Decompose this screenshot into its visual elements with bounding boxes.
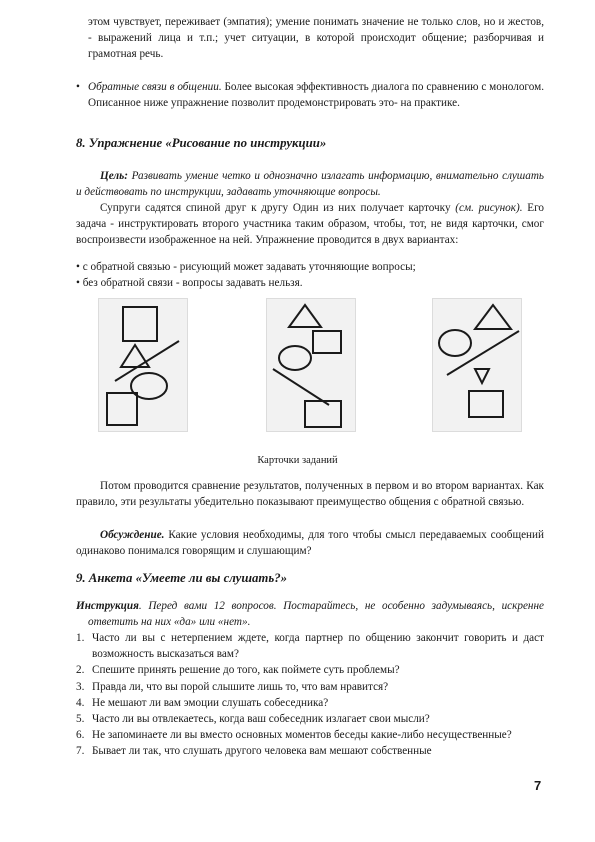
- list-item: 3. Правда ли, что вы порой слышите лишь то, что вам нравится?: [76, 680, 389, 693]
- list-item: 5. Часто ли вы отвлекаетесь, когда ваш собеседник излагает свои мысли?: [76, 713, 430, 726]
- task-card-2: [266, 298, 356, 432]
- list-item: 2. Спешите принять решение до того, как поймете суть проблемы?: [76, 664, 400, 677]
- goal-text: Развивать умение четко и однозначно излагать информацию, внимательно слушать и действовать по инструкции, задавать уточняющие вопросы.: [76, 170, 544, 199]
- goal-label: Цель:: [100, 170, 128, 182]
- list-item: 4. Не мешают ли вам эмоции слушать собеседника?: [76, 696, 329, 709]
- instruction-label: Инструкция: [76, 600, 139, 612]
- exercise-8-instructions: Супруги садятся спиной друг к другу Один из них получает карточку (см. рисунок). Его задача - инструктировать второго участника таким образом, чтобы, тот, не видя карточки, смог воспроизвести изображенное на ней. Упражнение проводится в двух вариантах:: [76, 202, 544, 247]
- instruction-text: . Перед вами 12 вопросов. Постарайтесь, не особенно задумываясь, искренне ответить на них «да» или «нет».: [88, 600, 544, 629]
- task-card-2-drawing: [267, 299, 355, 431]
- exercise-8-goal: [76, 168, 544, 200]
- list-item: 7. Бывает ли так, что слушать другого человека вам мешают собственные: [76, 745, 432, 758]
- figure-caption: Карточки заданий: [257, 455, 338, 466]
- survey-instruction: [76, 598, 544, 630]
- card1-triangle: [121, 345, 149, 367]
- task-card-1: [98, 298, 188, 432]
- comparison-paragraph: Потом проводится сравнение результатов, полученных в первом и во втором вариантах. Как правило, эти результаты убедительно показывают преимущество общения с обратной связью.: [76, 480, 544, 509]
- variant-with-feedback: • с обратной связью - рисующий может задавать уточняющие вопросы;: [76, 261, 416, 273]
- intro-continuation: этом чувствует, переживает (эмпатия); умение понимать значение не только слов, но и жестов, - выражений лица и т.п.; учет ситуации, в которой происходит общение; разборчивая и грамотная речь.: [88, 16, 544, 61]
- card2-ellipse: [279, 346, 311, 370]
- task-card-1-drawing: [99, 299, 187, 431]
- card3-ellipse: [439, 330, 471, 356]
- discussion-label: Обсуждение.: [100, 529, 165, 541]
- survey-questions: [76, 630, 544, 760]
- card2-triangle: [289, 305, 321, 327]
- task-card-3-drawing: [433, 299, 521, 431]
- card2-square-bottom: [305, 401, 341, 427]
- list-item: 1. Часто ли вы с нетерпением ждете, когда партнер по общению закончит говорить и даст возможность высказаться вам?: [76, 632, 544, 661]
- survey-9-heading: 9. Анкета «Умеете ли вы слушать?»: [76, 571, 287, 585]
- feedback-text: Более высокая эффективность диалога по сравнению с монологом. Описанное ниже упражнение позволит продемонстрировать это- на практике.: [88, 81, 544, 110]
- card3-triangle-top: [475, 305, 511, 329]
- exercise-8-heading: 8. Упражнение «Рисование по инструкции»: [76, 136, 327, 150]
- card1-square-bottom: [107, 393, 137, 425]
- discussion-paragraph: [76, 527, 544, 559]
- card2-square-top: [313, 331, 341, 353]
- card1-square-top: [123, 307, 157, 341]
- page-number: 7: [534, 778, 542, 793]
- card2-diagonal-line: [273, 369, 329, 405]
- task-card-3: [432, 298, 522, 432]
- card3-triangle-inverted: [475, 369, 489, 383]
- feedback-title: Обратные связи в общении.: [88, 81, 222, 93]
- feedback-bullet: • Обратные связи в общении. Более высокая эффективность диалога по сравнению с монологом. Описанное ниже упражнение позволит продемонстрировать это- на практике.: [76, 81, 544, 110]
- discussion-text: Какие условия необходимы, для того чтобы смысл передаваемых сообщений одинаково понимался говорящим и слушающим?: [76, 529, 544, 558]
- variant-without-feedback: • без обратной связи - вопросы задавать нельзя.: [76, 277, 303, 289]
- card3-square: [469, 391, 503, 417]
- list-item: 6. Не запоминаете ли вы вместо основных моментов беседы какие-либо несущественные?: [76, 729, 512, 742]
